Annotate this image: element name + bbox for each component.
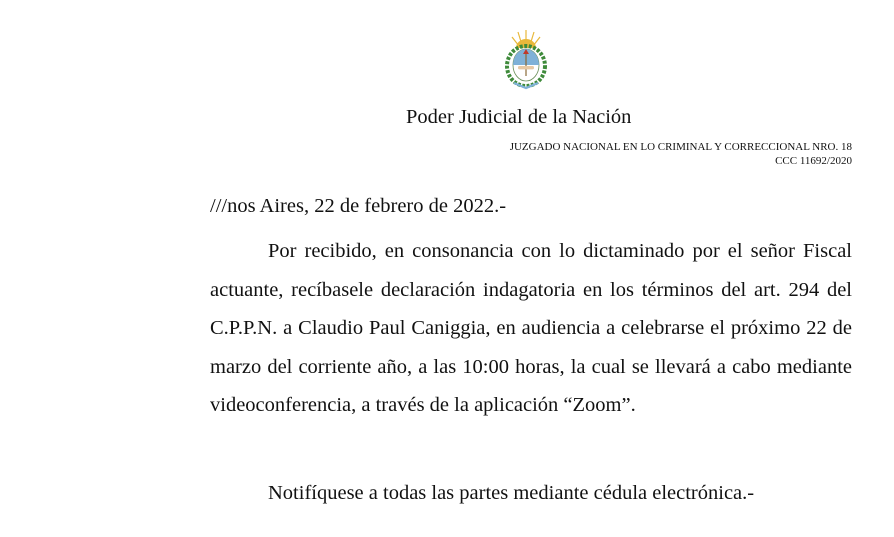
notification-paragraph: Notifíquese a todas las partes mediante cédula electrónica.- bbox=[268, 482, 755, 504]
court-office: JUZGADO NACIONAL EN LO CRIMINAL Y CORRECCIONAL NRO. 18 bbox=[509, 141, 852, 153]
court-name: Poder Judicial de la Nación bbox=[406, 106, 632, 128]
ruling-paragraph: Por recibido, en consonancia con lo dictaminado por el señor Fiscal actuante, recíbasele declaración indagatoria en los términos del art. 294 del C.P.P.N. a Claudio Paul Caniggia, en audiencia a celebrarse el próximo 22 de marzo del corriente año, a las 10:00 horas, la cual se llevará a cabo mediante videoconferencia, a través de la aplicación “Zoom”. bbox=[210, 240, 852, 417]
case-number: CCC 11692/2020 bbox=[775, 155, 852, 167]
argentina-coat-of-arms-icon bbox=[504, 28, 548, 90]
dateline: ///nos Aires, 22 de febrero de 2022.- bbox=[210, 195, 507, 217]
